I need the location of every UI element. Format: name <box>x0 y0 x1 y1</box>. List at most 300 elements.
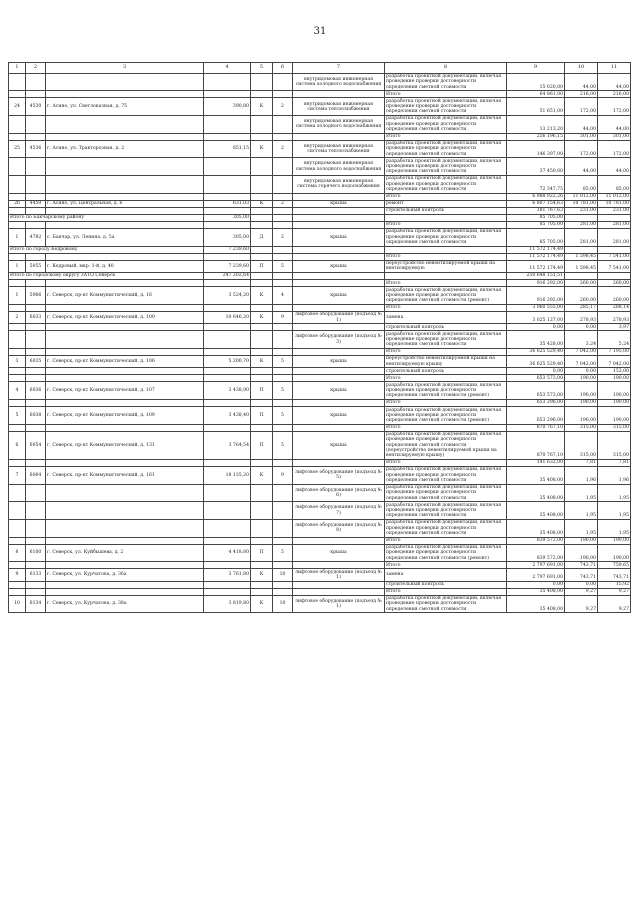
table-cell <box>293 193 385 200</box>
table-cell: 5 <box>273 544 293 562</box>
table-cell: крыша <box>293 382 385 400</box>
table-cell: 1,95 <box>565 519 598 537</box>
table-row <box>9 287 631 305</box>
table-cell <box>26 91 46 98</box>
table-cell <box>293 273 385 280</box>
table-cell <box>251 348 273 355</box>
table-cell: разработка проектной документации, включая проведение проверки достоверности определения сметной стоимости <box>385 176 507 194</box>
table-cell: 85,00 <box>565 176 598 194</box>
table-cell: 190,00 <box>598 407 631 425</box>
column-number: 10 <box>565 63 598 74</box>
table-cell: 6 988 922,26 <box>507 193 565 200</box>
table-cell: 4 418,80 <box>204 544 251 562</box>
table-cell <box>46 193 204 200</box>
table-cell: 3 819,80 <box>204 595 251 613</box>
table-cell <box>293 304 385 311</box>
table-cell: Итого <box>385 133 507 140</box>
table-row <box>9 519 631 537</box>
table-cell <box>273 253 293 260</box>
table-cell <box>9 484 26 502</box>
table-cell <box>251 331 273 349</box>
table-cell <box>293 221 385 228</box>
table-cell: К <box>251 467 273 485</box>
table-cell <box>293 253 385 260</box>
table-cell: 281,00 <box>598 228 631 246</box>
table-cell: 146 397,00 <box>507 140 565 158</box>
table-cell: 9,27 <box>565 588 598 595</box>
table-cell: 35 428,00 <box>507 331 565 349</box>
table-cell: Итого <box>385 280 507 287</box>
table-cell <box>9 176 26 194</box>
table-cell: 153,00 <box>598 368 631 375</box>
table-row <box>9 368 631 375</box>
table-cell <box>204 502 251 520</box>
table-cell <box>46 537 204 544</box>
table-row <box>9 595 631 613</box>
table-cell: 190,00 <box>565 400 598 407</box>
table-cell: К <box>251 287 273 305</box>
table-cell: 5 <box>273 407 293 425</box>
table-cell: 190,00 <box>598 537 631 544</box>
table-cell: 10 <box>273 595 293 613</box>
table-cell: 315,00 <box>598 424 631 431</box>
table-cell <box>46 133 204 140</box>
table-row <box>9 253 631 260</box>
table-cell <box>46 304 204 311</box>
table-cell <box>204 424 251 431</box>
table-cell: К <box>251 98 273 116</box>
table-cell <box>251 424 273 431</box>
table-cell: Итого <box>385 588 507 595</box>
table-cell <box>565 214 598 221</box>
table-cell: 653 296,00 <box>507 407 565 425</box>
column-number: 6 <box>273 63 293 74</box>
table-cell: 190,00 <box>565 382 598 400</box>
table-row <box>9 375 631 382</box>
column-number: 5 <box>251 63 273 74</box>
table-cell <box>251 221 273 228</box>
table-cell <box>9 400 26 407</box>
table-cell <box>273 581 293 588</box>
table-cell: 0,00 <box>507 324 565 331</box>
table-cell: г. Северск, пр-кт Коммунистический, д. 106 <box>46 355 204 367</box>
table-cell <box>293 246 385 253</box>
table-cell: 260,00 <box>565 280 598 287</box>
table-cell: 315,00 <box>598 431 631 459</box>
table-cell: 6033 <box>26 311 46 323</box>
table-cell: 6064 <box>26 467 46 485</box>
table-cell: с. Бакчар, ул. Ленина, д. 5а <box>46 228 204 246</box>
table-cell <box>46 348 204 355</box>
table-cell: 1 <box>9 260 26 272</box>
table-cell: 36 625 529,40 <box>507 348 565 355</box>
table-cell: 6 807 154,63 <box>507 200 565 207</box>
table-cell: 172,00 <box>565 98 598 116</box>
table-cell: 85,00 <box>598 176 631 194</box>
table-cell: 24 <box>9 98 26 116</box>
table-cell: 4 <box>273 287 293 305</box>
table-cell <box>26 73 46 91</box>
table-cell: 44,00 <box>598 116 631 134</box>
table-cell: 3 764,54 <box>204 431 251 459</box>
table-cell: г. Северск, ул. Курчатова, д. 38а <box>46 595 204 613</box>
table-cell <box>204 207 251 214</box>
table-cell <box>46 116 204 134</box>
table-cell: лифтовое оборудование (подъезд № 1) <box>293 569 385 581</box>
table-cell: 4 <box>9 382 26 400</box>
table-cell: 0,00 <box>565 324 598 331</box>
table-cell <box>46 253 204 260</box>
table-cell: 7,81 <box>565 460 598 467</box>
table-cell: 5966 <box>26 287 46 305</box>
table-cell <box>204 193 251 200</box>
table-cell: 18 135,20 <box>204 467 251 485</box>
table-cell: 190,00 <box>565 537 598 544</box>
table-cell: 288,14 <box>598 304 631 311</box>
column-number: 7 <box>293 63 385 74</box>
table-cell: 10 781,00 <box>598 200 631 207</box>
table-row <box>9 311 631 323</box>
table-cell <box>9 331 26 349</box>
table-cell: 6038 <box>26 407 46 425</box>
table-cell <box>565 273 598 280</box>
table-cell: г. Северск, пр-кт Коммунистический, д. 16 <box>46 287 204 305</box>
table-cell <box>46 588 204 595</box>
table-cell: 653 573,00 <box>507 382 565 400</box>
table-cell <box>26 375 46 382</box>
table-cell <box>293 424 385 431</box>
table-cell <box>273 73 293 91</box>
table-cell: 0,00 <box>565 368 598 375</box>
table-cell: 10 <box>273 569 293 581</box>
table-cell: 35 408,00 <box>507 502 565 520</box>
table-cell: 9 <box>273 311 293 323</box>
table-row <box>9 544 631 562</box>
table-cell <box>273 280 293 287</box>
table-cell: 5 200,70 <box>204 355 251 367</box>
table-cell: лифтовое оборудование (подъезд № 8) <box>293 519 385 537</box>
table-cell <box>9 280 26 287</box>
column-number: 3 <box>46 63 204 74</box>
table-cell <box>273 331 293 349</box>
table-row <box>9 214 631 221</box>
table-cell: Итого <box>385 562 507 569</box>
table-cell: 7 <box>9 467 26 485</box>
table-header-row <box>9 63 631 74</box>
table-cell <box>251 304 273 311</box>
table-cell <box>26 519 46 537</box>
table-cell: 6035 <box>26 355 46 367</box>
column-number: 1 <box>9 63 26 74</box>
table-cell <box>251 133 273 140</box>
table-cell: Итого <box>385 460 507 467</box>
table-cell <box>204 116 251 134</box>
table-cell <box>251 519 273 537</box>
table-cell: 35 408,00 <box>507 519 565 537</box>
table-cell: 278,93 <box>598 311 631 323</box>
table-cell: разработка проектной документации, включая проведение проверки достоверности определения сметной стоимости <box>385 519 507 537</box>
table-row <box>9 484 631 502</box>
table-cell: 1,95 <box>565 484 598 502</box>
table-cell: крыша <box>293 431 385 459</box>
table-cell: переустройство невентилируемой крыши на вентилируемую крышу <box>385 355 507 367</box>
table-cell <box>598 273 631 280</box>
table-cell <box>46 176 204 194</box>
table-cell: 1,96 <box>565 467 598 485</box>
table-cell <box>46 562 204 569</box>
table-cell <box>26 193 46 200</box>
table-cell: внутридомовая инженерная система горячего водоснабжения <box>293 176 385 194</box>
table-cell: 4782 <box>26 228 46 246</box>
table-cell: 3 438,40 <box>204 407 251 425</box>
table-cell: 315,00 <box>565 431 598 459</box>
table-cell: внутридомовая инженерная система теплоснабжения <box>293 98 385 116</box>
table-cell: 190,00 <box>598 375 631 382</box>
table-cell: 35 408,00 <box>507 484 565 502</box>
table-row <box>9 91 631 98</box>
table-cell: строительный контроль <box>385 324 507 331</box>
table-cell: 7 042,00 <box>565 348 598 355</box>
table-cell: 260,00 <box>598 287 631 305</box>
table-cell <box>251 537 273 544</box>
table-cell: 6134 <box>26 595 46 613</box>
table-cell <box>9 502 26 520</box>
table-cell: 5 <box>273 355 293 367</box>
table-cell: К <box>251 595 273 613</box>
table-cell <box>204 537 251 544</box>
table-cell <box>273 484 293 502</box>
table-cell: Итого <box>385 400 507 407</box>
table-cell <box>273 368 293 375</box>
table-cell <box>46 73 204 91</box>
table-cell: П <box>251 431 273 459</box>
table-cell: 281,00 <box>598 221 631 228</box>
table-cell: крыша <box>293 287 385 305</box>
table-row <box>9 569 631 581</box>
table-row <box>9 73 631 91</box>
table-cell <box>273 424 293 431</box>
column-number: 4 <box>204 63 251 74</box>
table-cell: 11 012,00 <box>598 193 631 200</box>
table-cell <box>204 253 251 260</box>
table-cell <box>273 304 293 311</box>
table-cell <box>204 304 251 311</box>
table-cell: г. Северск, пр-кт Коммунистический, д. 107 <box>46 382 204 400</box>
table-cell <box>46 207 204 214</box>
table-cell: П <box>251 260 273 272</box>
table-cell: 190,00 <box>598 382 631 400</box>
table-cell: 37 450,00 <box>507 158 565 176</box>
table-cell: 44,00 <box>598 73 631 91</box>
table-cell <box>385 246 507 253</box>
table-cell <box>26 133 46 140</box>
table-row <box>9 280 631 287</box>
table-cell: Итого <box>385 221 507 228</box>
table-cell: 305,00 <box>204 214 251 221</box>
table-cell <box>26 537 46 544</box>
table-cell: лифтовое оборудование (подъезд № 3) <box>293 331 385 349</box>
table-row <box>9 348 631 355</box>
table-cell <box>273 537 293 544</box>
table-cell <box>9 460 26 467</box>
table-cell <box>251 116 273 134</box>
table-cell <box>273 324 293 331</box>
table-cell <box>204 348 251 355</box>
table-cell: 15,92 <box>598 581 631 588</box>
table-cell: 390,80 <box>204 98 251 116</box>
table-cell: 7 541,00 <box>598 260 631 272</box>
table-cell <box>26 562 46 569</box>
table-cell: г. Северск, пр-кт Коммунистический, д. 161 <box>46 467 204 485</box>
table-cell: К <box>251 140 273 158</box>
table-row <box>9 502 631 520</box>
table-cell: 9 <box>273 467 293 485</box>
table-cell <box>293 562 385 569</box>
table-cell: 190,00 <box>565 544 598 562</box>
table-cell: 0,00 <box>565 581 598 588</box>
table-cell: разработка проектной документации, включая проведение проверки достоверности определения сметной стоимости (ремонт) <box>385 407 507 425</box>
table-cell: 851,15 <box>204 140 251 158</box>
table-cell <box>204 588 251 595</box>
table-cell <box>9 73 26 91</box>
table-cell <box>251 214 273 221</box>
table-cell: 35 408,00 <box>507 467 565 485</box>
table-cell: 260,00 <box>598 280 631 287</box>
table-cell: 743,71 <box>565 569 598 581</box>
table-cell: разработка проектной документации, включая проведение проверки достоверности определения сметной стоимости <box>385 98 507 116</box>
table-cell: 190,00 <box>598 544 631 562</box>
table-row <box>9 273 631 280</box>
table-cell: 7 195,00 <box>598 348 631 355</box>
table-cell: 172,00 <box>565 140 598 158</box>
table-cell <box>46 368 204 375</box>
table-cell <box>273 176 293 194</box>
table-cell: г. Кедровый, мкр. 1-й, д. 40 <box>46 260 204 272</box>
column-number: 2 <box>26 63 46 74</box>
table-cell: разработка проектной документации, включая проведение проверки достоверности определения сметной стоимости (ремонт) <box>385 287 507 305</box>
table-cell <box>26 348 46 355</box>
table-cell: 3,97 <box>598 324 631 331</box>
table-cell: 13 213,20 <box>507 116 565 134</box>
table-cell: крыша <box>293 355 385 367</box>
table-cell: разработка проектной документации, включая проведение проверки достоверности определения сметной стоимости (ремонт) <box>385 382 507 400</box>
table-cell: 5 <box>273 382 293 400</box>
table-cell: 44,00 <box>565 116 598 134</box>
table-cell: внутридомовая инженерная система теплоснабжения <box>293 140 385 158</box>
table-cell: 4459 <box>26 200 46 207</box>
table-cell: 7 239,60 <box>204 246 251 253</box>
table-cell: крыша <box>293 200 385 207</box>
table-cell: разработка проектной документации, включая проведение проверки достоверности определения сметной стоимости <box>385 140 507 158</box>
table-cell: ремонт <box>385 200 507 207</box>
table-cell <box>26 207 46 214</box>
table-row <box>9 246 631 253</box>
table-cell: разработка проектной документации, включая проведение проверки достоверности определения сметной стоимости <box>385 228 507 246</box>
table-cell <box>293 214 385 221</box>
table-cell: замена <box>385 311 507 323</box>
table-cell: 26 <box>9 200 26 207</box>
table-cell <box>273 562 293 569</box>
table-row <box>9 324 631 331</box>
table-cell <box>9 519 26 537</box>
table-cell <box>251 324 273 331</box>
table-cell: 2 <box>273 200 293 207</box>
table-cell: строительный контроль <box>385 368 507 375</box>
table-cell: 301,00 <box>598 133 631 140</box>
district-total-label: Итого по городскому округу ЗАТО Северск <box>9 273 204 280</box>
table-cell: разработка проектной документации, включая проведение проверки достоверности определения сметной стоимости (ремонт) <box>385 544 507 562</box>
table-cell: 11 572 174,49 <box>507 253 565 260</box>
table-row <box>9 460 631 467</box>
table-cell: 181 767,63 <box>507 207 565 214</box>
table-cell: Д <box>251 228 273 246</box>
table-cell <box>204 460 251 467</box>
district-total-label: Итого по городу Кедровому <box>9 246 204 253</box>
table-cell: 7,81 <box>598 460 631 467</box>
capital-repair-table <box>8 62 631 613</box>
table-cell <box>26 460 46 467</box>
table-cell <box>204 158 251 176</box>
table-cell <box>46 484 204 502</box>
table-cell: 11 012,00 <box>565 193 598 200</box>
table-cell: 301,00 <box>565 133 598 140</box>
table-cell: 15 020,00 <box>507 73 565 91</box>
table-cell <box>9 304 26 311</box>
table-cell: 870 767,10 <box>507 424 565 431</box>
table-cell: П <box>251 544 273 562</box>
table-cell <box>204 133 251 140</box>
table-cell <box>26 304 46 311</box>
table-cell <box>273 348 293 355</box>
table-cell: Итого <box>385 537 507 544</box>
table-cell: разработка проектной документации, включая проведение проверки достоверности определения сметной стоимости <box>385 502 507 520</box>
table-cell: 3 <box>9 355 26 367</box>
table-cell: внутридомовая инженерная система холодного водоснабжения <box>293 73 385 91</box>
table-cell: замена <box>385 569 507 581</box>
table-cell: разработка проектной документации, включая проведение проверки достоверности определения сметной стоимости <box>385 467 507 485</box>
table-cell <box>26 581 46 588</box>
table-cell: П <box>251 407 273 425</box>
table-cell: 1,95 <box>598 484 631 502</box>
table-cell: 285,17 <box>565 304 598 311</box>
table-cell <box>251 158 273 176</box>
table-row <box>9 133 631 140</box>
table-cell: 4536 <box>26 140 46 158</box>
table-cell: 172,00 <box>598 98 631 116</box>
table-cell <box>293 375 385 382</box>
table-cell: 759,65 <box>598 562 631 569</box>
table-cell: 44,00 <box>565 158 598 176</box>
table-cell: 1 598,45 <box>565 260 598 272</box>
column-number: 8 <box>385 63 507 74</box>
table-cell <box>26 331 46 349</box>
table-cell <box>273 519 293 537</box>
table-cell: 6054 <box>26 431 46 459</box>
table-cell: разработка проектной документации, включая проведение проверки достоверности определения сметной стоимости (переустройство невентилируемой крыши на вентилируемую крышу) <box>385 431 507 459</box>
table-cell <box>46 375 204 382</box>
table-cell <box>26 484 46 502</box>
table-cell <box>204 73 251 91</box>
table-cell: 3,24 <box>565 331 598 349</box>
table-row <box>9 562 631 569</box>
table-cell <box>9 581 26 588</box>
table-cell: строительный контроль <box>385 207 507 214</box>
table-cell <box>293 91 385 98</box>
table-row <box>9 140 631 158</box>
table-cell: 2 <box>9 311 26 323</box>
table-cell <box>9 324 26 331</box>
table-cell: г. Асино, ул. Светлоказная, д. 75 <box>46 98 204 116</box>
